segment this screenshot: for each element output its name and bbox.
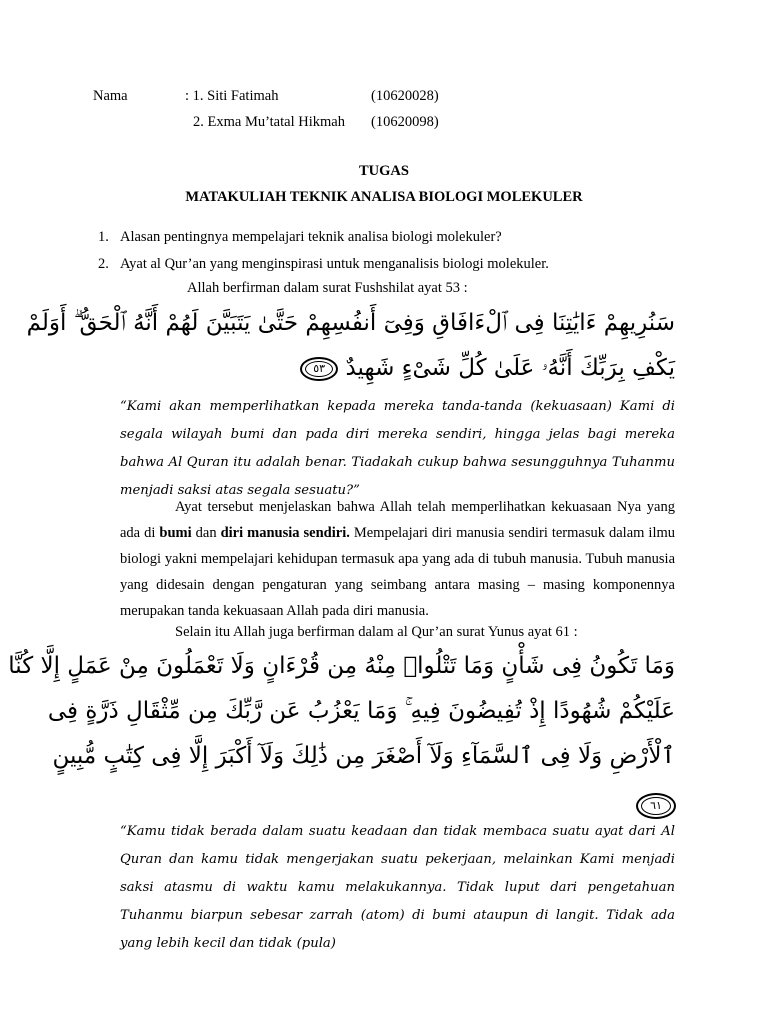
member-2-name: 2. Exma Mu’tatal Hikmah bbox=[193, 114, 345, 130]
question-1-number: 1. bbox=[98, 229, 109, 245]
verse-2-arabic-line-3: ٱلْأَرْضِ وَلَا فِى ٱلسَّمَآءِ وَلَآ أَصْغَرَ مِن ذَٰلِكَ وَلَآ أَكْبَرَ إِلَّا فِى كِتَٰبٍ مُّبِينٍ bbox=[52, 743, 675, 769]
verse-1-translation: “Kami akan memperlihatkan kepada mereka tanda-tanda (kekuasaan) Kami di segala wilayah bumi dan pada diri mereka sendiri, hingga jelas bagi mereka bahwa Al Quran itu adalah benar. Tiadakah cukup bahwa sesungguhnya Tuhanmu menjadi saksi atas segala sesuatu?” bbox=[120, 399, 675, 498]
verse-1-arabic-text: يَكْفِ بِرَبِّكَ أَنَّهُۥ عَلَىٰ كُلِّ شَىْءٍ شَهِيدٌ bbox=[345, 355, 675, 381]
explanation-bold-bumi: bumi bbox=[159, 525, 192, 541]
verse-2-arabic-line-2: عَلَيْكُمْ شُهُودًا إِذْ تُفِيضُونَ فِيهِ ۚ وَمَا يَعْزُبُ عَن رَّبِّكَ مِن مِّثْقَالِ ذَرَّةٍ فِى bbox=[47, 698, 675, 724]
verse-1-arabic-line-2 bbox=[313, 355, 675, 381]
member-1-id: (10620028) bbox=[371, 88, 439, 104]
title-course: MATAKULIAH TEKNIK ANALISA BIOLOGI MOLEKULER bbox=[185, 189, 583, 205]
question-1-text: Alasan pentingnya mempelajari teknik analisa biologi molekuler? bbox=[120, 229, 502, 245]
member-2-id: (10620098) bbox=[371, 114, 439, 130]
explanation-text-3: Mempelajari diri manusia sendiri termasuk dalam ilmu biologi yakni mempelajari kehidupan termasuk apa yang ada di tubuh manusia. Tubuh manusia yang didesain dengan pengaturan yang seimbang antara masing – masing komponennya merupakan tanda kekuasaan Allah pada diri manusia. bbox=[120, 525, 676, 619]
verse-1-intro: Allah berfirman dalam surat Fushshilat ayat 53 : bbox=[187, 280, 468, 296]
explanation-text-2: dan bbox=[191, 525, 221, 541]
member-1-name: : 1. Siti Fatimah bbox=[185, 88, 279, 104]
explanation-paragraph bbox=[120, 494, 675, 624]
verse-1-arabic-line-1: سَنُرِيهِمْ ءَايَٰتِنَا فِى ٱلْءَافَاقِ وَفِىٓ أَنفُسِهِمْ حَتَّىٰ يَتَبَيَّنَ لَهُمْ أَنَّهُ ٱلْحَقُّ ۗ أَوَلَمْ bbox=[26, 310, 675, 336]
question-2-text: Ayat al Qur’an yang menginspirasi untuk menganalisis biologi molekuler. bbox=[120, 256, 549, 272]
title-tugas: TUGAS bbox=[359, 163, 409, 179]
ayah-number-61-badge: ٦١ bbox=[636, 793, 676, 819]
explanation-bold-diri-manusia: diri manusia sendiri. bbox=[220, 525, 350, 541]
ayah-number-53-badge: ٥٣ bbox=[300, 357, 338, 381]
explanation-text-1: Ayat tersebut menjelaskan bahwa Allah telah memperlihatkan kekuasaan Nya yang ada di bbox=[120, 499, 675, 541]
verse-2-intro: Selain itu Allah juga berfirman dalam al Qur’an surat Yunus ayat 61 : bbox=[175, 624, 578, 640]
nama-label: Nama bbox=[93, 88, 128, 104]
verse-2-arabic-line-1: وَمَا تَكُونُ فِى شَأْنٍ وَمَا تَتْلُوا۟ مِنْهُ مِن قُرْءَانٍ وَلَا تَعْمَلُونَ مِنْ عَمَلٍ إِلَّا كُنَّا bbox=[8, 653, 675, 679]
verse-2-translation: “Kamu tidak berada dalam suatu keadaan dan tidak membaca suatu ayat dari Al Quran dan kamu tidak mengerjakan suatu pekerjaan, melainkan Kami menjadi saksi atasmu di waktu kamu melakukannya. Tidak luput dari pengetahuan Tuhanmu biarpun sebesar zarrah (atom) di bumi ataupun di langit. Tidak ada yang lebih kecil dan tidak (pula) bbox=[120, 824, 675, 951]
question-2-number: 2. bbox=[98, 256, 109, 272]
